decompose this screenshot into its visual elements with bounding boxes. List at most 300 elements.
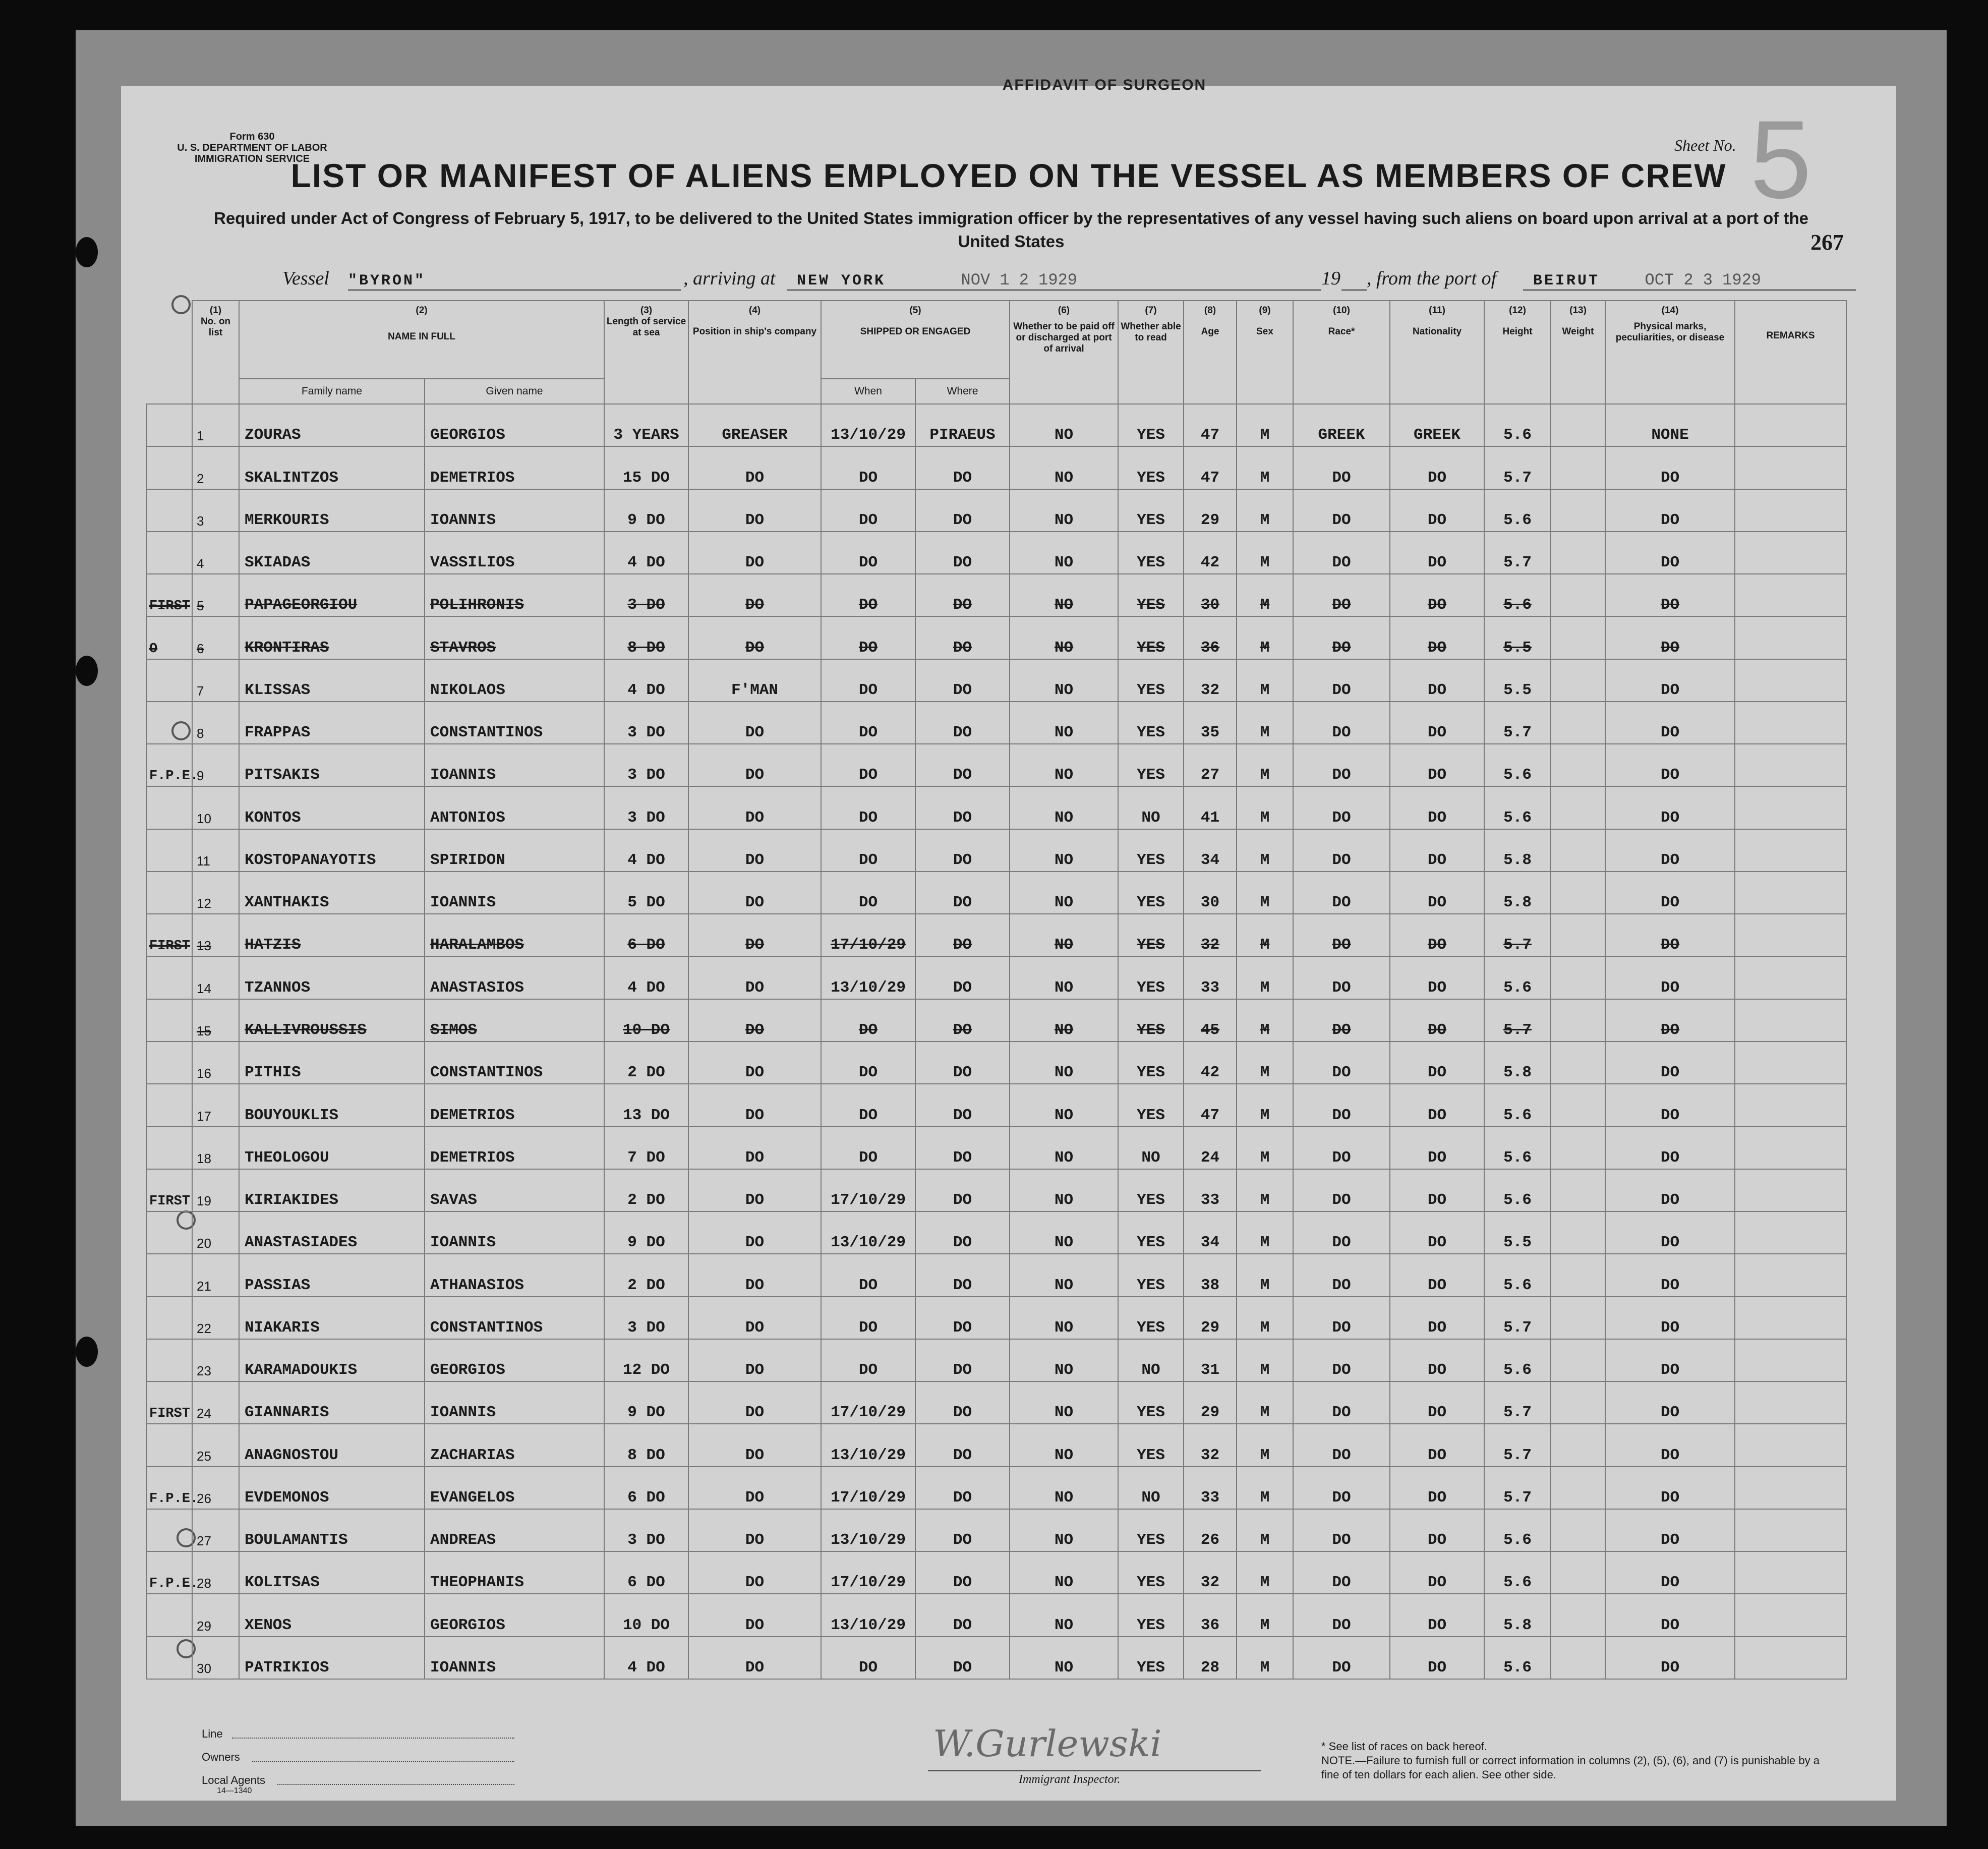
paid-off-cell: NO [1010, 446, 1118, 489]
position-cell: DO [688, 1084, 821, 1126]
crew-rows [147, 404, 1846, 1679]
nationality-cell: DO [1390, 1509, 1484, 1551]
col-read-number: (7) [1145, 305, 1157, 316]
nationality-cell: DO [1390, 1637, 1484, 1679]
length-of-service-cell: 13 DO [604, 1084, 688, 1126]
able-to-read-cell: YES [1118, 616, 1184, 659]
nationality-cell: DO [1390, 914, 1484, 956]
family-name-cell: BOUYOUKLIS [239, 1084, 425, 1126]
length-of-service-cell: 2 DO [604, 1042, 688, 1084]
sex-cell: M [1237, 532, 1293, 574]
paid-off-cell: NO [1010, 574, 1118, 616]
nationality-cell: DO [1390, 956, 1484, 999]
family-name-cell: GIANNARIS [239, 1381, 425, 1424]
col-no-header [192, 301, 239, 404]
paid-off-cell: NO [1010, 744, 1118, 786]
departure-date-stamp: OCT 2 3 1929 [1645, 271, 1761, 290]
margin-note-cell: O [147, 616, 192, 659]
given-name-cell: EVANGELOS [425, 1467, 604, 1509]
crew-row [147, 999, 1846, 1042]
given-name-cell: GEORGIOS [425, 1594, 604, 1636]
row-number-cell: 14 [192, 956, 239, 999]
sex-cell: M [1237, 446, 1293, 489]
margin-note-cell [147, 1211, 192, 1254]
weight-cell [1551, 489, 1605, 532]
height-cell: 5.5 [1484, 659, 1551, 702]
position-cell: DO [688, 786, 821, 829]
physical-marks-cell: DO [1605, 446, 1735, 489]
given-name-cell: CONSTANTINOS [425, 702, 604, 744]
family-name-cell: BOULAMANTIS [239, 1509, 425, 1551]
crew-row [147, 1551, 1846, 1594]
sex-cell: M [1237, 744, 1293, 786]
weight-cell [1551, 1467, 1605, 1509]
shipped-where-cell: DO [915, 1169, 1010, 1211]
able-to-read-cell: NO [1118, 1339, 1184, 1381]
sex-cell: M [1237, 1339, 1293, 1381]
crew-row [147, 786, 1846, 829]
age-cell: 36 [1184, 1594, 1237, 1636]
length-of-service-cell: 4 DO [604, 659, 688, 702]
able-to-read-cell: YES [1118, 446, 1184, 489]
given-name-cell: HARALAMBOS [425, 914, 604, 956]
nationality-cell: DO [1390, 1084, 1484, 1126]
race-cell: DO [1293, 446, 1390, 489]
given-name-cell: STAVROS [425, 616, 604, 659]
given-name-cell: ANTONIOS [425, 786, 604, 829]
height-cell: 5.6 [1484, 1254, 1551, 1296]
length-of-service-cell: 3 DO [604, 1297, 688, 1339]
paid-off-cell: NO [1010, 702, 1118, 744]
length-of-service-cell: 10 DO [604, 999, 688, 1042]
race-cell: DO [1293, 574, 1390, 616]
crew-row [147, 744, 1846, 786]
length-of-service-cell: 3 DO [604, 744, 688, 786]
col-service-header [604, 301, 688, 404]
physical-marks-cell: DO [1605, 744, 1735, 786]
physical-marks-cell: DO [1605, 786, 1735, 829]
margin-note-cell [147, 1127, 192, 1169]
race-cell: DO [1293, 872, 1390, 914]
sheet-label: Sheet No. [1674, 136, 1736, 154]
weight-cell [1551, 1637, 1605, 1679]
weight-cell [1551, 1254, 1605, 1296]
height-cell: 5.6 [1484, 1637, 1551, 1679]
physical-marks-cell: DO [1605, 1084, 1735, 1126]
able-to-read-cell: YES [1118, 1254, 1184, 1296]
remarks-cell [1735, 1254, 1846, 1296]
age-cell: 32 [1184, 914, 1237, 956]
owners-label: Owners [202, 1751, 240, 1763]
race-cell: DO [1293, 744, 1390, 786]
row-number-cell: 21 [192, 1254, 239, 1296]
sex-cell: M [1237, 829, 1293, 872]
position-cell: DO [688, 616, 821, 659]
paid-off-cell: NO [1010, 1637, 1118, 1679]
col-read-label: Whether able to read [1121, 321, 1181, 343]
shipped-when-cell: 17/10/29 [821, 1467, 915, 1509]
col-weight-number: (13) [1569, 305, 1587, 316]
weight-cell [1551, 1339, 1605, 1381]
shipped-when-cell: DO [821, 489, 915, 532]
col-race-label: Race* [1328, 326, 1355, 337]
shipped-when-cell: 13/10/29 [821, 956, 915, 999]
row-number-cell: 8 [192, 702, 239, 744]
col-marks-number: (14) [1661, 305, 1679, 316]
nationality-cell: DO [1390, 1211, 1484, 1254]
paid-off-cell: NO [1010, 489, 1118, 532]
physical-marks-cell: DO [1605, 1254, 1735, 1296]
length-of-service-cell: 2 DO [604, 1169, 688, 1211]
remarks-cell [1735, 1381, 1846, 1424]
row-number-cell: 16 [192, 1042, 239, 1084]
row-number-cell: 9 [192, 744, 239, 786]
family-name-cell: NIAKARIS [239, 1297, 425, 1339]
race-cell: DO [1293, 489, 1390, 532]
paid-off-cell: NO [1010, 1169, 1118, 1211]
given-name-cell: IOANNIS [425, 1637, 604, 1679]
sex-cell: M [1237, 1211, 1293, 1254]
physical-marks-cell: NONE [1605, 404, 1735, 446]
age-cell: 36 [1184, 616, 1237, 659]
weight-cell [1551, 1594, 1605, 1636]
height-cell: 5.8 [1484, 829, 1551, 872]
weight-cell [1551, 1381, 1605, 1424]
nationality-cell: DO [1390, 829, 1484, 872]
shipped-where-cell: DO [915, 1594, 1010, 1636]
able-to-read-cell: YES [1118, 1637, 1184, 1679]
shipped-where-cell: DO [915, 616, 1010, 659]
given-name-cell: IOANNIS [425, 1211, 604, 1254]
col-sex-label: Sex [1256, 326, 1273, 337]
race-cell: DO [1293, 914, 1390, 956]
family-name-cell: ANASTASIADES [239, 1211, 425, 1254]
family-name-cell: EVDEMONOS [239, 1467, 425, 1509]
shipped-when-cell: 13/10/29 [821, 404, 915, 446]
row-number-cell: 29 [192, 1594, 239, 1636]
crew-row [147, 702, 1846, 744]
nationality-cell: DO [1390, 659, 1484, 702]
col-shipped-number: (5) [909, 305, 921, 316]
able-to-read-cell: YES [1118, 1042, 1184, 1084]
margin-note-cell: FIRST [147, 1381, 192, 1424]
height-cell: 5.7 [1484, 532, 1551, 574]
family-name-cell: XENOS [239, 1594, 425, 1636]
col-service-number: (3) [640, 305, 653, 316]
arrival-field [787, 267, 1321, 291]
shipped-when-cell: DO [821, 446, 915, 489]
position-cell: DO [688, 999, 821, 1042]
year-label: 19 [1321, 268, 1340, 289]
weight-cell [1551, 1424, 1605, 1466]
age-cell: 32 [1184, 1551, 1237, 1594]
position-cell: DO [688, 872, 821, 914]
shipped-where-cell: DO [915, 1297, 1010, 1339]
margin-note-cell [147, 1637, 192, 1679]
able-to-read-cell: YES [1118, 1509, 1184, 1551]
col-remarks-header [1735, 301, 1846, 404]
weight-cell [1551, 1042, 1605, 1084]
race-cell: DO [1293, 1254, 1390, 1296]
remarks-cell [1735, 532, 1846, 574]
weight-cell [1551, 956, 1605, 999]
margin-note-cell [147, 829, 192, 872]
row-number-cell: 22 [192, 1297, 239, 1339]
crew-row [147, 574, 1846, 616]
col-height-header [1484, 301, 1551, 404]
vessel-name: "BYRON" [348, 272, 426, 290]
inspector-label: Immigrant Inspector. [1019, 1773, 1121, 1786]
vessel-label: Vessel [282, 268, 329, 289]
col-paid-header [1010, 301, 1118, 404]
service-name: IMMIGRATION SERVICE [194, 153, 310, 164]
position-cell: DO [688, 1381, 821, 1424]
margin-note-cell [147, 1297, 192, 1339]
able-to-read-cell: NO [1118, 786, 1184, 829]
margin-note-cell: FIRST [147, 574, 192, 616]
physical-marks-cell: DO [1605, 1211, 1735, 1254]
nationality-cell: DO [1390, 702, 1484, 744]
weight-cell [1551, 702, 1605, 744]
shipped-where-cell: DO [915, 872, 1010, 914]
shipped-when-cell: DO [821, 1637, 915, 1679]
row-number-cell: 23 [192, 1339, 239, 1381]
physical-marks-cell: DO [1605, 1637, 1735, 1679]
affidavit-heading: AFFIDAVIT OF SURGEON [1002, 77, 1207, 93]
paid-off-cell: NO [1010, 786, 1118, 829]
sex-cell: M [1237, 1254, 1293, 1296]
physical-marks-cell: DO [1605, 956, 1735, 999]
shipped-when-cell: DO [821, 1254, 915, 1296]
paid-off-cell: NO [1010, 956, 1118, 999]
row-number-cell: 3 [192, 489, 239, 532]
position-cell: DO [688, 1551, 821, 1594]
height-cell: 5.6 [1484, 1339, 1551, 1381]
race-cell: DO [1293, 702, 1390, 744]
able-to-read-cell: YES [1118, 1424, 1184, 1466]
row-number-cell: 25 [192, 1424, 239, 1466]
remarks-cell [1735, 744, 1846, 786]
able-to-read-cell: NO [1118, 1467, 1184, 1509]
weight-cell [1551, 786, 1605, 829]
given-name-cell: NIKOLAOS [425, 659, 604, 702]
race-cell: DO [1293, 1084, 1390, 1126]
age-cell: 32 [1184, 1424, 1237, 1466]
length-of-service-cell: 6 DO [604, 1467, 688, 1509]
remarks-cell [1735, 702, 1846, 744]
from-port-label: , from the port of [1367, 268, 1497, 289]
arrival-date-stamp: NOV 1 2 1929 [961, 271, 1077, 290]
weight-cell [1551, 872, 1605, 914]
remarks-cell [1735, 1297, 1846, 1339]
physical-marks-cell: DO [1605, 1042, 1735, 1084]
shipped-where-cell: DO [915, 659, 1010, 702]
height-cell: 5.8 [1484, 1042, 1551, 1084]
remarks-cell [1735, 1127, 1846, 1169]
col-no-number: (1) [209, 305, 222, 316]
crew-row [147, 616, 1846, 659]
race-cell: DO [1293, 532, 1390, 574]
sex-cell: M [1237, 1127, 1293, 1169]
length-of-service-cell: 15 DO [604, 446, 688, 489]
year-field [1341, 267, 1367, 291]
physical-marks-cell: DO [1605, 659, 1735, 702]
height-cell: 5.5 [1484, 616, 1551, 659]
row-number-cell: 28 [192, 1551, 239, 1594]
weight-cell [1551, 1084, 1605, 1126]
row-number-cell: 2 [192, 446, 239, 489]
family-name-cell: HATZIS [239, 914, 425, 956]
margin-note-cell: FIRST [147, 1169, 192, 1211]
row-number-cell: 1 [192, 404, 239, 446]
physical-marks-cell: DO [1605, 702, 1735, 744]
weight-cell [1551, 574, 1605, 616]
race-cell: DO [1293, 1509, 1390, 1551]
remarks-cell [1735, 914, 1846, 956]
remarks-cell [1735, 489, 1846, 532]
paid-off-cell: NO [1010, 1339, 1118, 1381]
paid-off-cell: NO [1010, 1509, 1118, 1551]
weight-cell [1551, 1211, 1605, 1254]
position-cell: DO [688, 1254, 821, 1296]
department-name: U. S. DEPARTMENT OF LABOR [177, 142, 327, 153]
age-cell: 47 [1184, 404, 1237, 446]
col-age-header [1184, 301, 1237, 404]
physical-marks-cell: DO [1605, 1169, 1735, 1211]
shipped-when-cell: DO [821, 744, 915, 786]
penalty-note: NOTE.—Failure to furnish full or correct information in columns (2), (5), (6), and (7) is punishable by a fine of ten dollars for each alien. See other side. [1321, 1754, 1820, 1781]
agents-rule [277, 1784, 514, 1785]
shipped-where-cell: DO [915, 1254, 1010, 1296]
family-name-cell: KOLITSAS [239, 1551, 425, 1594]
race-cell: DO [1293, 1297, 1390, 1339]
sex-cell: M [1237, 1551, 1293, 1594]
nationality-cell: DO [1390, 1551, 1484, 1594]
weight-cell [1551, 999, 1605, 1042]
race-cell: DO [1293, 1042, 1390, 1084]
length-of-service-cell: 3 DO [604, 702, 688, 744]
weight-cell [1551, 659, 1605, 702]
crew-row [147, 1594, 1846, 1636]
weight-cell [1551, 1551, 1605, 1594]
family-name-cell: FRAPPAS [239, 702, 425, 744]
manifest-sheet [121, 77, 1896, 1801]
age-cell: 47 [1184, 446, 1237, 489]
able-to-read-cell: YES [1118, 1084, 1184, 1126]
paid-off-cell: NO [1010, 1127, 1118, 1169]
form-number: Form 630 [229, 131, 275, 142]
col-no-label: No. on list [200, 316, 231, 338]
given-name-cell: IOANNIS [425, 872, 604, 914]
paid-off-cell: NO [1010, 1254, 1118, 1296]
weight-cell [1551, 1169, 1605, 1211]
remarks-cell [1735, 1169, 1846, 1211]
height-cell: 5.6 [1484, 574, 1551, 616]
shipped-when-cell: DO [821, 702, 915, 744]
col-name-label: NAME IN FULL [387, 331, 456, 342]
shipped-when-cell: 17/10/29 [821, 1381, 915, 1424]
physical-marks-cell: DO [1605, 914, 1735, 956]
row-number-cell: 7 [192, 659, 239, 702]
paid-off-cell: NO [1010, 616, 1118, 659]
sex-cell: M [1237, 1169, 1293, 1211]
position-cell: DO [688, 1594, 821, 1636]
margin-header [147, 301, 192, 404]
age-cell: 30 [1184, 574, 1237, 616]
shipped-when-cell: DO [821, 1084, 915, 1126]
nationality-cell: DO [1390, 1042, 1484, 1084]
length-of-service-cell: 8 DO [604, 1424, 688, 1466]
margin-note-cell [147, 1084, 192, 1126]
row-number-cell: 17 [192, 1084, 239, 1126]
sex-cell: M [1237, 1084, 1293, 1126]
age-cell: 33 [1184, 956, 1237, 999]
shipped-when-cell: DO [821, 659, 915, 702]
col-read-header [1118, 301, 1184, 404]
paid-off-cell: NO [1010, 532, 1118, 574]
position-cell: DO [688, 914, 821, 956]
family-name-cell: THEOLOGOU [239, 1127, 425, 1169]
paid-off-cell: NO [1010, 1381, 1118, 1424]
row-number-cell: 6 [192, 616, 239, 659]
crew-row [147, 1381, 1846, 1424]
shipped-when-cell: DO [821, 872, 915, 914]
nationality-cell: DO [1390, 574, 1484, 616]
given-name-cell: ZACHARIAS [425, 1424, 604, 1466]
crew-row [147, 829, 1846, 872]
col-position-number: (4) [748, 305, 761, 316]
shipped-where-cell: DO [915, 489, 1010, 532]
crew-row [147, 659, 1846, 702]
signature-rule [928, 1770, 1261, 1771]
given-name-cell: CONSTANTINOS [425, 1297, 604, 1339]
family-name-cell: KRONTIRAS [239, 616, 425, 659]
shipped-where-cell: PIRAEUS [915, 404, 1010, 446]
remarks-cell [1735, 404, 1846, 446]
race-cell: DO [1293, 616, 1390, 659]
age-cell: 29 [1184, 489, 1237, 532]
length-of-service-cell: 12 DO [604, 1339, 688, 1381]
binder-hole [76, 656, 98, 686]
position-cell: DO [688, 1042, 821, 1084]
able-to-read-cell: YES [1118, 404, 1184, 446]
position-cell: GREASER [688, 404, 821, 446]
sex-cell: M [1237, 1467, 1293, 1509]
length-of-service-cell: 3 YEARS [604, 404, 688, 446]
margin-note-cell [147, 702, 192, 744]
family-name-cell: SKALINTZOS [239, 446, 425, 489]
remarks-cell [1735, 1637, 1846, 1679]
given-name-cell: DEMETRIOS [425, 1127, 604, 1169]
shipped-where-cell: DO [915, 956, 1010, 999]
paid-off-cell: NO [1010, 999, 1118, 1042]
nationality-cell: DO [1390, 1169, 1484, 1211]
family-name-cell: ZOURAS [239, 404, 425, 446]
length-of-service-cell: 4 DO [604, 1637, 688, 1679]
remarks-cell [1735, 999, 1846, 1042]
nationality-cell: DO [1390, 999, 1484, 1042]
row-number-cell: 10 [192, 786, 239, 829]
crew-row [147, 914, 1846, 956]
row-number-cell: 18 [192, 1127, 239, 1169]
vessel-name-field [348, 267, 681, 291]
race-cell: DO [1293, 1594, 1390, 1636]
height-cell: 5.7 [1484, 1297, 1551, 1339]
crew-row [147, 956, 1846, 999]
row-number-cell: 27 [192, 1509, 239, 1551]
age-cell: 34 [1184, 1211, 1237, 1254]
given-name-cell: POLIHRONIS [425, 574, 604, 616]
